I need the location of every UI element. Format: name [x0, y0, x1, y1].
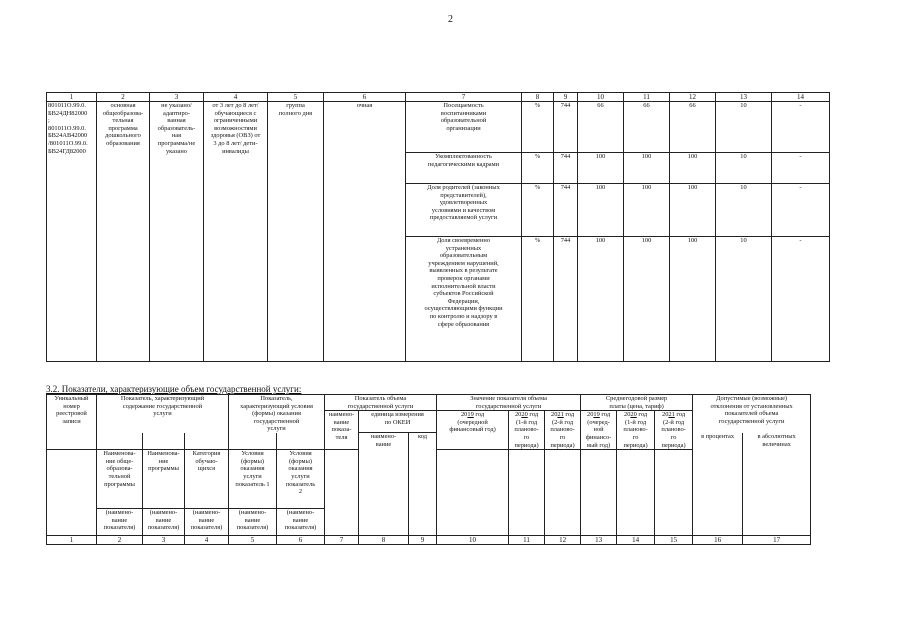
table-row — [47, 102, 830, 153]
absolute-header-text: в абсолютных величинах — [757, 432, 796, 448]
name-label-text: (наимено- вание показателя) — [147, 509, 180, 532]
program-kind-text: не указано/ адаптиро- ванная образователь- ная программа/не указано — [157, 102, 196, 155]
t2-col-number: 8 — [359, 536, 409, 545]
value-year2-header — [509, 411, 545, 450]
price-year2-note: (1-й год планово- го периода) — [623, 418, 648, 449]
unique-number-header — [47, 395, 97, 450]
t1-col-number: 13 — [716, 93, 772, 102]
condition2-header — [277, 450, 325, 509]
value-year2-cell: 66 — [624, 102, 670, 153]
okei-code-header-text: код — [418, 433, 428, 441]
name-label — [143, 509, 185, 536]
price-year3-note: (2-й год планово- го периода) — [661, 418, 686, 449]
t1-col-number: 1 — [47, 93, 97, 102]
condition2-header-text: Условия (формы) оказания услуги показатель 2 — [285, 450, 316, 496]
t1-col-number: 9 — [554, 93, 578, 102]
condition1-header — [229, 450, 277, 509]
table1-header-row — [47, 93, 830, 102]
value-year3: 21 — [557, 411, 564, 419]
year-prefix: 20 — [662, 411, 669, 419]
indicator-name-text: Укомплектованность педагогическими кадрами — [427, 153, 500, 168]
name-label — [97, 509, 143, 536]
t2-col-number: 13 — [581, 536, 617, 545]
price-year3-header — [655, 411, 693, 450]
study-form — [324, 102, 406, 362]
price-header — [581, 395, 693, 411]
registry-codes-text: 801011О.99.0. БВ24ДН82000 ; 801011О.99.0. БВ24АВ42000 /801011О.99.0. БВ24ГД82000 — [48, 102, 88, 155]
t2-col-number: 1 — [47, 536, 97, 545]
year-suffix: год — [565, 411, 575, 419]
name-label — [185, 509, 229, 536]
t1-col-number: 8 — [522, 93, 554, 102]
t2-col-number: 12 — [545, 536, 581, 545]
okei-header — [359, 411, 437, 433]
indicator-name — [406, 237, 522, 362]
student-category-text: от 3 лет до 8 лет/ обучающиеся с ограниченными возможностями здоровья (ОВЗ) от 3 до 8 лет/ дети- инвалиды — [210, 102, 261, 155]
okei-header-text: единица измерения по ОКЕИ — [371, 411, 424, 426]
content-spacer — [143, 433, 185, 450]
t1-col-number: 7 — [406, 93, 522, 102]
year-prefix: 20 — [460, 411, 468, 419]
t2-col-number: 6 — [277, 536, 325, 545]
okei-code-cell: 744 — [554, 153, 578, 184]
program-type — [97, 102, 150, 362]
price-header-text: Среднегодовой размер платы (цена, тариф) — [605, 395, 668, 410]
t2-col-number: 7 — [325, 536, 359, 545]
value-year1: 19 — [467, 411, 474, 419]
content-spacer — [185, 433, 229, 450]
indicator-name-text: Доля родителей (законных представителей), удовлетворенных условиями и качеством предоставляемой услуги — [427, 184, 500, 222]
t2-col-number: 16 — [693, 536, 743, 545]
price-year1-header — [581, 411, 617, 450]
deviation-absolute-cell: - — [772, 153, 830, 184]
category-header — [185, 450, 229, 509]
value-header — [437, 395, 581, 411]
page-number: 2 — [448, 14, 453, 25]
indicator-name-text: Посещаемость воспитанниками образовательной организации — [440, 102, 487, 132]
absolute-header — [743, 433, 811, 536]
volume-name-header — [325, 411, 359, 450]
okei-name-header — [359, 433, 409, 536]
t1-col-number: 2 — [97, 93, 150, 102]
quality-indicators-table — [46, 92, 830, 362]
t1-col-number: 11 — [624, 93, 670, 102]
deviation-percent-cell: 10 — [716, 184, 772, 237]
content-header-text: Показатель, характеризующий содержание государственной услуги — [120, 395, 205, 418]
year-suffix: год — [601, 411, 611, 419]
content-header — [97, 395, 229, 433]
t2-col-number: 17 — [743, 536, 811, 545]
value-year3-cell: 100 — [670, 153, 716, 184]
value-header-text: Значение показателя объема государственной услуги — [470, 395, 547, 410]
unit-cell: % — [522, 102, 554, 153]
value-year1-cell: 100 — [578, 153, 624, 184]
t2-col-number: 14 — [617, 536, 655, 545]
volume-name-header-text: наимено- вание показа- теля — [328, 411, 355, 441]
t2-col-number: 11 — [509, 536, 545, 545]
price-year3: 21 — [668, 411, 675, 419]
unique-number-header-text: Уникальный номер реестровой записи — [54, 395, 89, 425]
okei-code-header — [409, 433, 437, 536]
t2-col-number: 2 — [97, 536, 143, 545]
deviation-percent-cell: 10 — [716, 102, 772, 153]
price-spacer — [655, 450, 693, 536]
price-year1-note: (очеред- ной финансо- вый год) — [585, 418, 612, 449]
price-year1: 19 — [593, 411, 600, 419]
name-label — [229, 509, 277, 536]
percent-header-text: в процентах — [701, 432, 735, 440]
year-suffix: год — [475, 411, 485, 419]
year-prefix: 20 — [587, 411, 594, 419]
value-year3-cell: 100 — [670, 184, 716, 237]
registry-codes — [47, 102, 97, 362]
t2-header-row-3 — [47, 433, 811, 450]
value-year1-cell: 66 — [578, 102, 624, 153]
price-year2-header — [617, 411, 655, 450]
indicator-name — [406, 102, 522, 153]
price-spacer — [617, 450, 655, 536]
t2-col-number: 10 — [437, 536, 509, 545]
general-program-header — [97, 450, 143, 509]
value-year2: 20 — [521, 411, 528, 419]
deviation-absolute-cell: - — [772, 102, 830, 153]
study-form-text: очная — [356, 102, 373, 109]
name-label — [277, 509, 325, 536]
program-type-text: основная общеобразова- тельная программа дошкольного образования — [102, 102, 144, 147]
program-kind — [150, 102, 204, 362]
conditions-header-text: Показатель, характеризующий условия (формы) оказания государственной услуги — [240, 395, 313, 433]
deviation-absolute-cell: - — [772, 237, 830, 362]
indicator-name — [406, 184, 522, 237]
year-prefix: 20 — [551, 411, 558, 419]
year-suffix: год — [529, 411, 539, 419]
value-spacer — [545, 450, 581, 536]
value-year2-note: (1-й год планово- го периода) — [514, 418, 539, 449]
value-spacer — [437, 450, 509, 536]
okei-name-header-text: наимено- вание — [370, 433, 397, 449]
price-year2: 20 — [630, 411, 637, 419]
t1-col-number: 5 — [268, 93, 324, 102]
t2-col-number: 5 — [229, 536, 277, 545]
deviation-percent-cell: 10 — [716, 153, 772, 184]
general-program-header-text: Наименова- ние обще- образова- тельной программы — [103, 450, 136, 488]
t2-col-number: 4 — [185, 536, 229, 545]
conditions-spacer — [277, 433, 325, 450]
value-spacer — [509, 450, 545, 536]
unit-cell: % — [522, 153, 554, 184]
name-label-text: (наимено- вание показателя) — [236, 509, 269, 532]
unit-cell: % — [522, 237, 554, 362]
t1-col-number: 14 — [772, 93, 830, 102]
deviation-percent-cell: 10 — [716, 237, 772, 362]
okei-code-cell: 744 — [554, 102, 578, 153]
section-title: 3.2. Показатели, характеризующие объем государственной услуги: — [46, 384, 302, 394]
t2-col-number: 9 — [409, 536, 437, 545]
value-year3-cell: 100 — [670, 237, 716, 362]
volume-header-text: Показатель объема государственной услуги — [347, 395, 414, 410]
allowed-deviation-header — [693, 395, 811, 433]
year-suffix: год — [676, 411, 686, 419]
value-year1-cell: 100 — [578, 237, 624, 362]
t1-col-number: 3 — [150, 93, 204, 102]
t1-col-number: 4 — [204, 93, 268, 102]
value-year1-cell: 100 — [578, 184, 624, 237]
deviation-absolute-cell: - — [772, 184, 830, 237]
okei-code-cell: 744 — [554, 237, 578, 362]
t2-numbers-row — [47, 536, 811, 545]
group-type-text: группа полного дня — [278, 102, 313, 117]
content-spacer — [97, 433, 143, 450]
year-prefix: 20 — [624, 411, 631, 419]
group-type — [268, 102, 324, 362]
allowed-deviation-header-text: Допустимые (возможные) отклонения от установленных показателей объема государственной услуги — [710, 395, 793, 425]
year-suffix: год — [638, 411, 648, 419]
volume-header — [325, 395, 437, 411]
volume-indicators-table — [46, 394, 811, 545]
student-category — [204, 102, 268, 362]
percent-header — [693, 433, 743, 536]
okei-code-cell: 744 — [554, 184, 578, 237]
value-year1-note: (очередной финансовый год) — [449, 418, 496, 434]
value-year3-header — [545, 411, 581, 450]
t2-col-number: 3 — [143, 536, 185, 545]
value-year2-cell: 100 — [624, 184, 670, 237]
t1-col-number: 10 — [578, 93, 624, 102]
value-year2-cell: 100 — [624, 237, 670, 362]
indicator-name — [406, 153, 522, 184]
name-label-text: (наимено- вание показателя) — [284, 509, 317, 532]
price-spacer — [581, 450, 617, 536]
conditions-spacer — [229, 433, 277, 450]
t2-col-number: 15 — [655, 536, 693, 545]
value-year1-header — [437, 411, 509, 450]
category-header-text: Категория обучаю- щихся — [192, 450, 221, 473]
value-year3-note: (2-й год планово- го периода) — [550, 418, 575, 449]
unique-number-spacer — [47, 450, 97, 536]
t1-col-number: 6 — [324, 93, 406, 102]
volume-name-spacer — [325, 450, 359, 536]
condition1-header-text: Условия (формы) оказания услуги показатель 1 — [235, 450, 270, 488]
value-year3-cell: 66 — [670, 102, 716, 153]
unit-cell: % — [522, 184, 554, 237]
indicator-name-text: Доля своевременно устраненных образовательным учреждением нарушений, выявленных в результате проверок органами исполнительной власти субъектов Российской Федерации, осуществляющими функции по контролю и надзору в сфере образования — [424, 237, 503, 328]
program-name-header-text: Наименова- ние программы — [147, 450, 180, 473]
t1-col-number: 12 — [670, 93, 716, 102]
conditions-header — [229, 395, 325, 433]
year-prefix: 20 — [514, 411, 522, 419]
value-year2-cell: 100 — [624, 153, 670, 184]
program-name-header — [143, 450, 185, 509]
name-label-text: (наимено- вание показателя) — [103, 509, 136, 532]
t2-header-row-1 — [47, 395, 811, 411]
name-label-text: (наимено- вание показателя) — [190, 509, 223, 532]
